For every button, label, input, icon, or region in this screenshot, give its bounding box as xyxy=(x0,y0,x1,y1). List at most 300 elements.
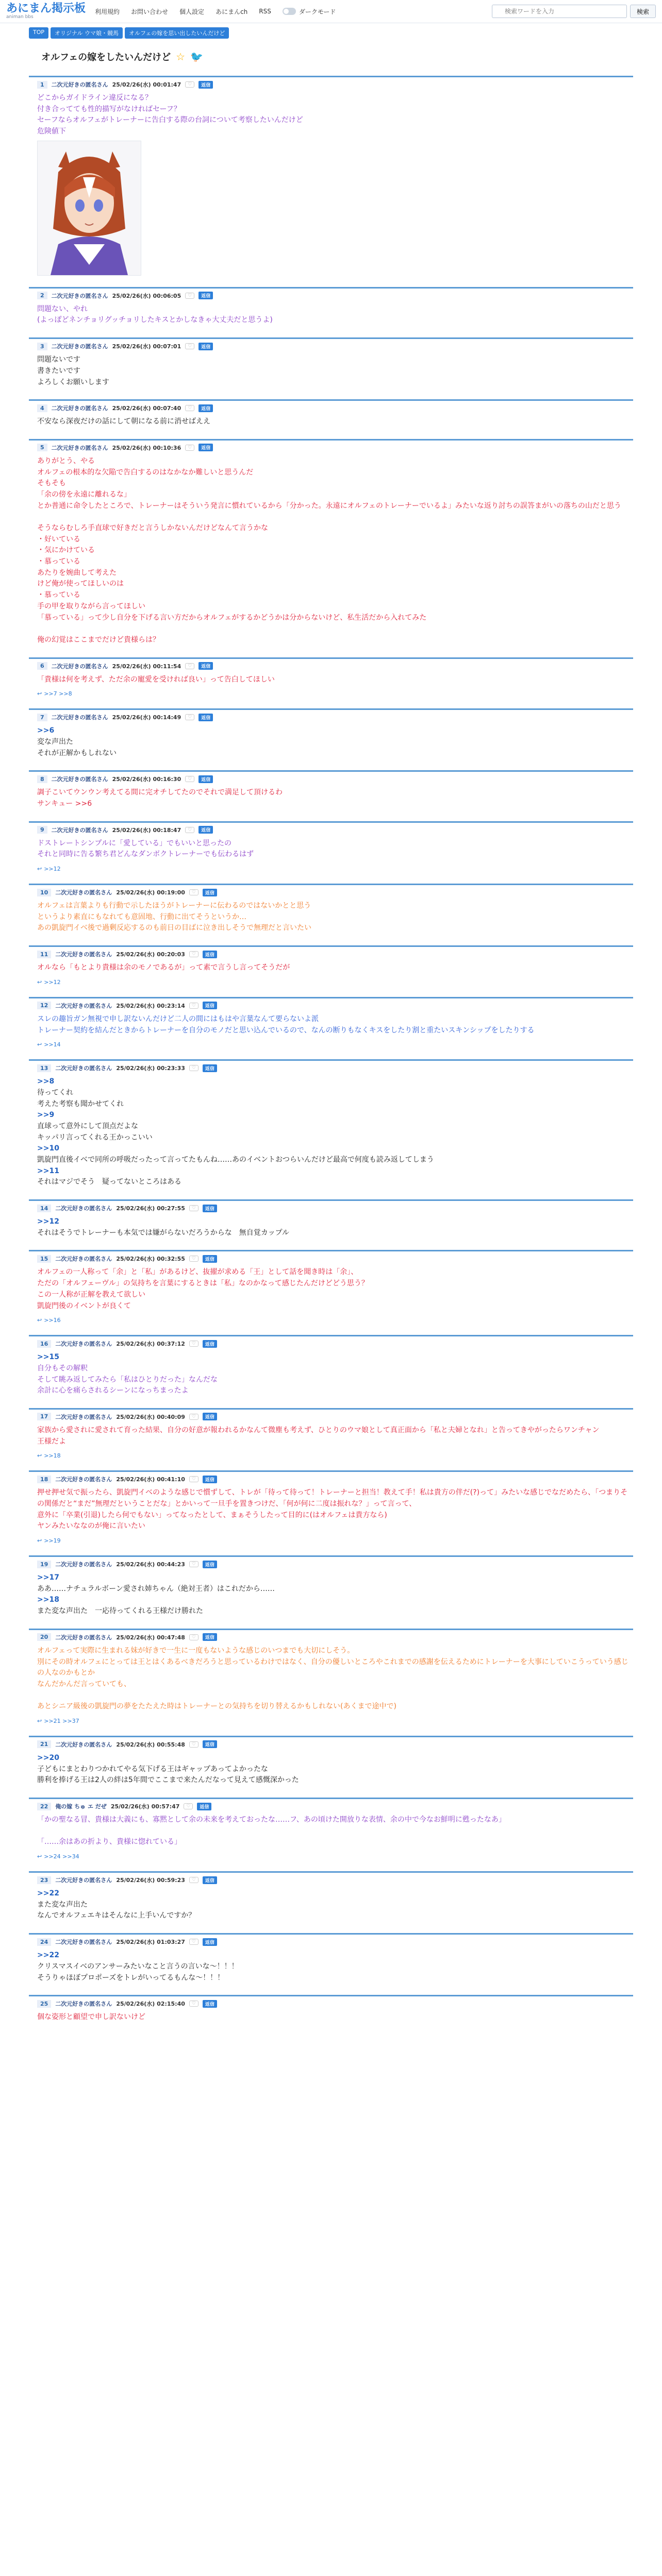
post xyxy=(29,1798,633,1865)
post-number[interactable]: 12 xyxy=(37,1002,51,1009)
post-header xyxy=(37,342,633,350)
poster-name: 二次元好きの匿名さん xyxy=(55,1561,112,1568)
poster-name: 俺の嫁 ちゅ エ だぜ xyxy=(55,1803,107,1810)
poster-name: 二次元好きの匿名さん xyxy=(51,81,108,88)
post xyxy=(29,399,633,433)
post-header xyxy=(37,1204,633,1212)
breadcrumb-category[interactable]: オリジナル ウマ娘・競馬 xyxy=(51,27,123,39)
reply-refs-text[interactable]: >>21 >>37 xyxy=(44,1717,79,1724)
post-number[interactable]: 22 xyxy=(37,1803,51,1810)
post-line: >>8 xyxy=(37,1077,55,1086)
post-line: オルフェは言葉よりも行動で示したほうがトレーナーに伝わるのではないかとと思う xyxy=(37,902,311,910)
post xyxy=(29,287,633,331)
post-line xyxy=(37,623,633,635)
post-header xyxy=(37,1560,633,1568)
reply-refs[interactable] xyxy=(37,1041,633,1048)
post-line: 王様だよ xyxy=(37,1437,66,1446)
post-line: >>22 xyxy=(37,1889,59,1898)
post xyxy=(29,1408,633,1464)
post xyxy=(29,1736,633,1791)
like-icon[interactable]: ♡ xyxy=(189,1939,198,1945)
post-number[interactable]: 25 xyxy=(37,2000,51,2008)
post-line: >>12 xyxy=(37,1217,59,1226)
like-icon[interactable]: ♡ xyxy=(185,445,194,451)
post-line xyxy=(37,1826,633,1837)
post-line: また変な声出た xyxy=(37,1900,88,1909)
poster-name: 二次元好きの匿名さん xyxy=(55,1877,112,1884)
post-line: 書きたいです xyxy=(37,366,80,375)
post-body xyxy=(37,1352,633,1397)
post xyxy=(29,1199,633,1244)
post-header xyxy=(37,950,633,958)
reply-refs[interactable] xyxy=(37,979,633,986)
post-line xyxy=(37,1690,633,1702)
post-line: どこからガイドライン違反になる？ xyxy=(37,94,153,102)
post-line: 俺の幻覚はここまでだけど貴様らは？ xyxy=(37,635,160,644)
like-icon[interactable]: ♡ xyxy=(189,1065,198,1071)
post-line: オルフェの一人称って「余」と「私」があるけど、抜擢が求める「王」として話を聞き時は「余」、 xyxy=(37,1268,358,1277)
reply-refs-text[interactable]: >>18 xyxy=(44,1452,61,1460)
post-date: 25/02/26(水) 00:23:33 xyxy=(116,1065,185,1072)
post-line: それはそうでトレーナーも本気では嫌がらないだろうからな 無自覚カップル xyxy=(37,1228,290,1237)
post-header xyxy=(37,1802,633,1810)
post-date: 25/02/26(水) 00:11:54 xyxy=(112,663,181,670)
post-header xyxy=(37,775,633,783)
post-line: オルなら「もとより貴様は余のモノであるが」って素で言うし言ってそうだが xyxy=(37,963,290,972)
reply-refs[interactable] xyxy=(37,1718,633,1724)
post-date: 25/02/26(水) 00:07:01 xyxy=(112,343,181,350)
reply-refs[interactable] xyxy=(37,1317,633,1324)
post-header xyxy=(37,1938,633,1946)
poster-name: 二次元好きの匿名さん xyxy=(55,1205,112,1212)
site-logo[interactable] xyxy=(6,3,86,20)
reply-refs-text[interactable]: >>14 xyxy=(44,1041,61,1048)
post-number[interactable]: 11 xyxy=(37,951,51,958)
post xyxy=(29,1059,633,1193)
post-date: 25/02/26(水) 00:01:47 xyxy=(112,81,181,88)
poster-name: 二次元好きの匿名さん xyxy=(55,2001,112,2008)
post-line: なんでオルフェエキはそんなに上手いんですか？ xyxy=(37,1911,196,1920)
like-icon[interactable]: ♡ xyxy=(189,1741,198,1748)
poster-name: 二次元好きの匿名さん xyxy=(55,1065,112,1072)
post-number[interactable]: 15 xyxy=(37,1255,51,1263)
post-line: >>22 xyxy=(37,1951,59,1960)
post-line: >>18 xyxy=(37,1596,59,1604)
post-line: ・好いている xyxy=(37,535,80,544)
poster-name: 二次元好きの匿名さん xyxy=(55,1939,112,1946)
post-line: 待ってくれ xyxy=(37,1088,73,1097)
post-number[interactable]: 8 xyxy=(37,775,47,783)
post-line: 押せ押せ気で振ったら、凱旋門イベのような感じで慣ずして、トレが「待って待って！トレーナーと担当！教えて手！私は貴方の伴だ(?)って」みたいな感じでなだめたら、「つまりその関係だと“まだ”無理だということだな」とかいって一旦手を置きつけだ、「何が何に二度は振れな？」って言って、 xyxy=(37,1488,628,1508)
reply-arrow-icon: ↩ xyxy=(37,1717,42,1724)
post xyxy=(29,770,633,815)
nav-rss[interactable]: RSS xyxy=(259,8,271,15)
post-body xyxy=(37,1950,633,1984)
dark-mode-label: ダークモード xyxy=(299,8,336,15)
like-icon[interactable]: ♡ xyxy=(189,1877,198,1883)
post xyxy=(29,1555,633,1622)
post-line: >>15 xyxy=(37,1353,59,1362)
post-date: 25/02/26(水) 00:14:49 xyxy=(112,714,181,721)
post xyxy=(29,439,633,651)
post-line: 意外に「卒業(引退)したら何でもない」ってなったとして、まぁそうしたって目的に(はオルフェは貴方なら) xyxy=(37,1511,387,1519)
search-button[interactable]: 検索 xyxy=(630,5,656,18)
post-line: 付き合ってても性的描写がなければセーフ？ xyxy=(37,105,181,113)
post-line: 考えた考察も聞かせてくれ xyxy=(37,1099,124,1108)
post-line: サンキュー >>6 xyxy=(37,800,92,808)
reply-button[interactable]: 返信 xyxy=(198,775,213,783)
poster-name: 二次元好きの匿名さん xyxy=(55,1002,112,1009)
post-body xyxy=(37,416,633,428)
reply-button[interactable]: 返信 xyxy=(198,292,213,299)
post xyxy=(29,1933,633,1989)
post-number[interactable]: 23 xyxy=(37,1876,51,1884)
post-number[interactable]: 24 xyxy=(37,1938,51,1946)
post xyxy=(29,1629,633,1730)
reply-refs-text[interactable]: >>24 >>34 xyxy=(44,1853,79,1860)
reply-button[interactable]: 返信 xyxy=(203,1876,217,1884)
post-body xyxy=(37,1267,633,1312)
like-icon[interactable]: ♡ xyxy=(185,81,194,88)
post-line: よろしくお願いします xyxy=(37,378,109,386)
reply-arrow-icon: ↩ xyxy=(37,1537,42,1545)
post-body xyxy=(37,1076,633,1188)
post-number[interactable]: 10 xyxy=(37,889,51,896)
reply-button[interactable]: 返信 xyxy=(203,1476,217,1483)
reply-button[interactable]: 返信 xyxy=(198,81,213,89)
reply-refs-text[interactable]: >>19 xyxy=(44,1537,61,1545)
reply-button[interactable]: 返信 xyxy=(203,1064,217,1072)
post-date: 25/02/26(水) 01:03:27 xyxy=(116,1939,185,1946)
reply-refs-text[interactable]: >>7 >>8 xyxy=(44,690,72,698)
post-date: 25/02/26(水) 00:32:55 xyxy=(116,1256,185,1263)
post-header xyxy=(37,1633,633,1641)
post xyxy=(29,1995,633,2028)
reply-arrow-icon: ↩ xyxy=(37,1317,42,1324)
post-body xyxy=(37,456,633,646)
reply-button[interactable]: 返信 xyxy=(203,1413,217,1420)
reply-button[interactable]: 返信 xyxy=(198,714,213,721)
nav-terms[interactable]: 利用規約 xyxy=(95,8,120,15)
post-date: 25/02/26(水) 00:55:48 xyxy=(116,1741,185,1748)
like-icon[interactable]: ♡ xyxy=(189,1634,198,1640)
post-line: オルフェの根本的な欠陥で告白するのはなかなか難しいと思うんだ xyxy=(37,468,254,477)
post-date: 25/02/26(水) 00:06:05 xyxy=(112,292,181,299)
post-body xyxy=(37,1014,633,1036)
like-icon[interactable]: ♡ xyxy=(185,343,194,349)
post-line: 不安なら深夜だけの話にして朝になる前に消せばええ xyxy=(37,417,210,426)
poster-name: 二次元好きの匿名さん xyxy=(51,405,108,412)
reply-refs[interactable] xyxy=(37,866,633,872)
post-line: 勝利を捧げる王は2人の絆は5年間でここまで来たんだなって見えて感慨深かった xyxy=(37,1776,299,1785)
poster-name: 二次元好きの匿名さん xyxy=(55,1341,112,1348)
post-header xyxy=(37,1413,633,1421)
post-number[interactable]: 6 xyxy=(37,662,47,670)
post-line: 凱旋門直後イベで同所の呼吸だったって言ってたもんね……あのイベントおつらいんだけど最高で何度も読み返してしまう xyxy=(37,1156,434,1164)
post xyxy=(29,1470,633,1549)
post-header xyxy=(37,1740,633,1749)
post-date: 25/02/26(水) 00:10:36 xyxy=(112,444,181,451)
share-bird-icon[interactable]: 🐦 xyxy=(190,50,203,63)
search-input[interactable] xyxy=(492,5,627,18)
like-icon[interactable]: ♡ xyxy=(189,1341,198,1347)
post-number[interactable]: 20 xyxy=(37,1633,51,1641)
post-number[interactable]: 18 xyxy=(37,1476,51,1483)
post-body xyxy=(37,838,633,860)
post-number[interactable]: 2 xyxy=(37,292,47,299)
post-line xyxy=(37,512,633,523)
post-line: 凱旋門後のイベントが良くて xyxy=(37,1301,131,1310)
like-icon[interactable]: ♡ xyxy=(185,714,194,720)
post-line: そうりゃほぼプロポーズをトレがいってるもんな～！！！ xyxy=(37,1973,225,1982)
reply-button[interactable]: 返信 xyxy=(203,1633,217,1641)
post-line: けど俺が使ってほしいのは xyxy=(37,580,124,588)
poster-name: 二次元好きの匿名さん xyxy=(55,1413,112,1420)
poster-name: 二次元好きの匿名さん xyxy=(51,826,108,834)
reply-button[interactable]: 返信 xyxy=(203,1255,217,1263)
reply-arrow-icon: ↩ xyxy=(37,866,42,873)
post-date: 25/02/26(水) 00:19:00 xyxy=(116,889,185,896)
post-body xyxy=(37,787,633,809)
reply-button[interactable]: 返信 xyxy=(203,889,217,896)
post-line: それが正解かもしれない xyxy=(37,749,117,757)
poster-name: 二次元好きの匿名さん xyxy=(55,889,112,896)
reply-button[interactable]: 返信 xyxy=(198,343,213,350)
reply-button[interactable]: 返信 xyxy=(197,1803,211,1810)
post-line: というより素直にもなれても意固地、行動に出てそうというか… xyxy=(37,912,246,921)
post-date: 25/02/26(水) 00:59:23 xyxy=(116,1877,185,1884)
post xyxy=(29,76,633,281)
reply-arrow-icon: ↩ xyxy=(37,1853,42,1860)
post xyxy=(29,337,633,393)
post-number[interactable]: 19 xyxy=(37,1561,51,1568)
like-icon[interactable]: ♡ xyxy=(184,1803,193,1809)
post-body xyxy=(37,901,633,934)
like-icon[interactable]: ♡ xyxy=(189,1414,198,1420)
post-date: 25/02/26(水) 00:20:03 xyxy=(116,951,185,958)
post-header xyxy=(37,1255,633,1263)
poster-name: 二次元好きの匿名さん xyxy=(51,663,108,670)
like-icon[interactable]: ♡ xyxy=(189,1561,198,1567)
like-icon[interactable]: ♡ xyxy=(185,827,194,833)
poster-name: 二次元好きの匿名さん xyxy=(55,951,112,958)
post-header xyxy=(37,80,633,89)
like-icon[interactable]: ♡ xyxy=(189,889,198,895)
site-title[interactable]: あにまん掲示板 xyxy=(6,2,86,15)
favorite-star-icon[interactable]: ☆ xyxy=(176,50,186,63)
post-line: 自分もその解釈 xyxy=(37,1364,88,1372)
post-body xyxy=(37,1572,633,1617)
post xyxy=(29,945,633,991)
post-line: 危険値下 xyxy=(37,127,66,136)
post-line: トレーナー契約を結んだときからトレーナーを自分のモノだと思い込んでいるので、なんの断りもなくキスをしたり割と重たいスキンシップをしたりする xyxy=(37,1026,535,1035)
post-header xyxy=(37,1002,633,1010)
reply-refs[interactable] xyxy=(37,1452,633,1459)
post-header xyxy=(37,1999,633,2008)
post xyxy=(29,657,633,703)
post-line: 「余の傍を永遠に離れるな」 xyxy=(37,490,131,499)
like-icon[interactable]: ♡ xyxy=(189,951,198,957)
post-line: 別にその時オルフェにとっては王とはくあるべきだろうと思っているわけではなく、自分の優しいところやこれまでの感謝を伝えるためにトレーナーを大事にしていこうっていう感じの人なのかもとか xyxy=(37,1657,628,1677)
post xyxy=(29,1871,633,1927)
post-line: >>10 xyxy=(37,1144,59,1153)
post-number[interactable]: 3 xyxy=(37,343,47,350)
post-number[interactable]: 1 xyxy=(37,81,47,89)
poster-name: 二次元好きの匿名さん xyxy=(51,343,108,350)
reply-button[interactable]: 返信 xyxy=(203,1740,217,1748)
poster-name: 二次元好きの匿名さん xyxy=(51,776,108,783)
character-portrait-image[interactable] xyxy=(37,141,141,276)
post-header xyxy=(37,404,633,412)
reply-button[interactable]: 返信 xyxy=(203,1205,217,1212)
toggle-switch-icon[interactable] xyxy=(283,8,296,15)
post-date: 25/02/26(水) 00:47:48 xyxy=(116,1634,185,1641)
like-icon[interactable]: ♡ xyxy=(185,663,194,669)
reply-button[interactable]: 返信 xyxy=(198,444,213,451)
post-line: ・気にかけている xyxy=(37,546,95,555)
breadcrumb-top[interactable]: TOP xyxy=(29,27,48,39)
thread xyxy=(29,47,633,2028)
dark-mode-toggle[interactable] xyxy=(283,7,336,16)
post-line: それと同時に告る繁ち君どんなダンボクトレーナーでも伝わるはず xyxy=(37,850,254,859)
post-line: 「慕っている」って少し自分を下げる言い方だからオルフェがするかどうかは分からないけど、私生活だから入れてみた xyxy=(37,613,427,622)
post-line: 調子こいてウンウン考えてる間に完オチしてたのでそれで満足して頂けるわ xyxy=(37,788,283,797)
like-icon[interactable]: ♡ xyxy=(189,1205,198,1211)
post-line: 「かの聖なる冒、貴様は大義にも、寡黙として余の未来を考えておったな……フ、あの頃けた開放りな表情、余の中で今なお鮮明に甦ったなあ」 xyxy=(37,1816,506,1824)
poster-name: 二次元好きの匿名さん xyxy=(55,1634,112,1641)
post-number[interactable]: 4 xyxy=(37,404,47,412)
post-date: 25/02/26(水) 00:27:55 xyxy=(116,1205,185,1212)
post-date: 25/02/26(水) 00:41:10 xyxy=(116,1476,185,1483)
post-list xyxy=(29,76,633,2028)
like-icon[interactable]: ♡ xyxy=(189,2001,198,2007)
post-date: 25/02/26(水) 00:44:23 xyxy=(116,1561,185,1568)
post-line: 余計に心を痛らされるシーンになっちまったよ xyxy=(37,1386,189,1395)
post-line: そもそも xyxy=(37,479,66,488)
post-body xyxy=(37,725,633,759)
post-line: >>20 xyxy=(37,1753,59,1762)
like-icon[interactable]: ♡ xyxy=(185,293,194,299)
like-icon[interactable]: ♡ xyxy=(189,1476,198,1482)
post-line: ああ……ナチュラルボーン愛され姉ちゃん（絶対王者）はこれだから…… xyxy=(37,1584,275,1593)
poster-name: 二次元好きの匿名さん xyxy=(55,1256,112,1263)
post-line: ・慕っている xyxy=(37,591,80,600)
reply-refs-text[interactable]: >>12 xyxy=(44,866,61,873)
post-line: この一人称が正解を教えて欲しい xyxy=(37,1290,145,1299)
post-line: 子どもにまとわりつかれてやる気下げる王はギャップあってよかったな xyxy=(37,1765,268,1773)
post-header xyxy=(37,1876,633,1884)
post-body xyxy=(37,1487,633,1532)
post-header xyxy=(37,662,633,670)
top-nav xyxy=(95,7,336,16)
post-line: (よっぽどネンチョリグッチョリしたキスとかしなきゃ大丈夫だと思うよ) xyxy=(37,316,273,325)
post-number[interactable]: 17 xyxy=(37,1413,51,1420)
thread-title-row xyxy=(29,47,633,70)
search-area xyxy=(492,5,656,18)
post-number[interactable]: 14 xyxy=(37,1205,51,1212)
post-line: 個な姿形と顧望で申し訳ないけど xyxy=(37,2013,145,2022)
post xyxy=(29,708,633,764)
post-number[interactable]: 7 xyxy=(37,714,47,721)
post-date: 25/02/26(水) 00:40:09 xyxy=(116,1413,185,1420)
post-line: ありがとう、やる xyxy=(37,456,95,465)
post-line: あたりを婉曲して考えた xyxy=(37,568,117,577)
post-line: オルフェって実際に生まれる妹が好きで一生に一度もないような感じのいつまでも大切にしそう。 xyxy=(37,1646,355,1655)
reply-button[interactable]: 返信 xyxy=(203,951,217,958)
post-line: 「……余はあの折より、貴様に惚れている」 xyxy=(37,1838,181,1846)
post-header xyxy=(37,1475,633,1483)
post-header xyxy=(37,444,633,452)
like-icon[interactable]: ♡ xyxy=(185,776,194,782)
post-line: ただの「オルフェーヴル」の気持ちを言葉にするときは「私」なのかなって感じたんだけどどう思う？ xyxy=(37,1279,369,1288)
post-number[interactable]: 9 xyxy=(37,826,47,834)
post xyxy=(29,821,633,877)
reply-button[interactable]: 返信 xyxy=(203,2000,217,2008)
post-number[interactable]: 5 xyxy=(37,444,47,451)
post-line: 家族から愛されに愛されて育った結果、自分の好意が報われるかなんて微塵も考えず、ひとりのウマ娘として真正面から「私と夫婦となれ」と告ってきやがったらワンチャン xyxy=(37,1426,600,1434)
post-line: キッパリ言ってくれる王かっこいい xyxy=(37,1133,153,1142)
reply-refs[interactable] xyxy=(37,1537,633,1544)
post-header xyxy=(37,1340,633,1348)
reply-refs-text[interactable]: >>12 xyxy=(44,978,61,986)
post-body xyxy=(37,93,633,276)
post-line: ・慕っている xyxy=(37,557,80,566)
post-number[interactable]: 13 xyxy=(37,1064,51,1072)
like-icon[interactable]: ♡ xyxy=(189,1003,198,1009)
reply-button[interactable]: 返信 xyxy=(198,826,213,834)
post-line: 「貴様は何を考えず、ただ余の寵愛を受ければ良い」って告白してほしい xyxy=(37,675,275,684)
like-icon[interactable]: ♡ xyxy=(185,405,194,411)
like-icon[interactable]: ♡ xyxy=(189,1256,198,1262)
reply-button[interactable]: 返信 xyxy=(198,662,213,670)
post-body xyxy=(37,304,633,326)
reply-button[interactable]: 返信 xyxy=(203,1340,217,1348)
site-subtitle: animan bbs xyxy=(6,14,34,20)
reply-arrow-icon: ↩ xyxy=(37,1041,42,1048)
header xyxy=(0,0,662,23)
post-line: それはマジでそう 疑ってないところはある xyxy=(37,1178,181,1187)
post-line: 直球って意外にして頂点だよな xyxy=(37,1122,138,1130)
post-number[interactable]: 16 xyxy=(37,1340,51,1348)
post-line: >>9 xyxy=(37,1111,55,1120)
reply-refs-text[interactable]: >>16 xyxy=(44,1317,61,1324)
reply-button[interactable]: 返信 xyxy=(203,1002,217,1009)
reply-refs[interactable] xyxy=(37,690,633,697)
post-line: >>6 xyxy=(37,726,55,735)
nav-settings[interactable]: 個人設定 xyxy=(179,8,205,15)
reply-refs[interactable] xyxy=(37,1853,633,1860)
breadcrumb-thread[interactable]: オルフェの嫁を思い出したいんだけど xyxy=(125,27,229,39)
post-date: 25/02/26(水) 02:15:40 xyxy=(116,2001,185,2008)
post-date: 25/02/26(水) 00:16:30 xyxy=(112,776,181,783)
post-date: 25/02/26(水) 00:07:40 xyxy=(112,405,181,412)
post-header xyxy=(37,1064,633,1072)
post-line: そうならむしろ手直球で好きだと言うしかないんだけどなんて言うかな xyxy=(37,524,268,532)
post-date: 25/02/26(水) 00:37:12 xyxy=(116,1341,185,1348)
post-header xyxy=(37,713,633,721)
post-line: >>11 xyxy=(37,1166,59,1175)
reply-button[interactable]: 返信 xyxy=(198,404,213,412)
nav-contact[interactable]: お問い合わせ xyxy=(131,8,169,15)
post-date: 25/02/26(水) 00:23:14 xyxy=(116,1002,185,1009)
post-number[interactable]: 21 xyxy=(37,1740,51,1748)
post-line: セーフならオルフェがトレーナーに告白する際の台詞について考察したいんだけど xyxy=(37,116,303,125)
thread-title: オルフェの嫁をしたいんだけど xyxy=(41,52,171,63)
reply-button[interactable]: 返信 xyxy=(203,1561,217,1568)
post-line: スレの趣旨ガン無視で申し訳ないんだけど二人の間にはもはや言葉なんて要らないよ派 xyxy=(37,1014,319,1023)
nav-animanch[interactable]: あにまんch xyxy=(216,8,248,15)
reply-button[interactable]: 返信 xyxy=(203,1938,217,1946)
